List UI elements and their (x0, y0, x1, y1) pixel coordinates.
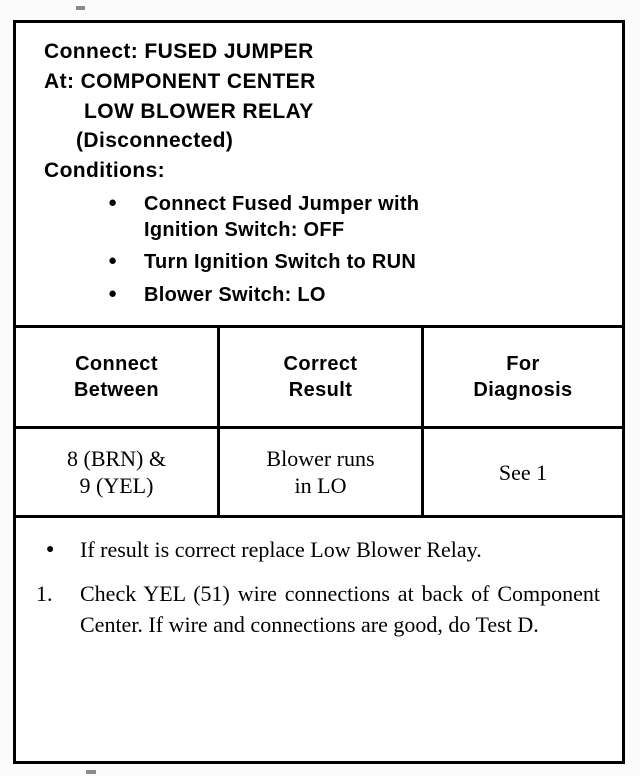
conditions-label: Conditions: (44, 159, 166, 183)
component-name-line: LOW BLOWER RELAY (84, 99, 314, 123)
column-header-for-diagnosis (424, 328, 622, 426)
cell-correct-result (220, 429, 424, 515)
note-bullet (32, 534, 600, 565)
column-header-line2: Result (288, 379, 353, 402)
condition-text: Blower Switch: LO (144, 283, 326, 306)
bullet-icon: ● (108, 252, 118, 270)
cell-line2: 9 (YEL) (79, 473, 154, 499)
note-text: If result is correct replace Low Blower Relay. (80, 537, 482, 563)
scan-speck (86, 770, 96, 774)
note-text: Check YEL (51) wire connections at back of Component Center. If wire and connections are good, do Test D. (80, 580, 600, 637)
column-header-line1: Correct (283, 353, 358, 376)
column-header-line1: For (506, 353, 540, 376)
connect-line: Connect: FUSED JUMPER (44, 40, 314, 63)
bullet-icon: ● (108, 284, 118, 302)
note-numbered (32, 578, 600, 640)
conditions-list (16, 192, 622, 308)
at-line: At: COMPONENT CENTER (44, 69, 316, 93)
condition-item (16, 192, 622, 243)
condition-subtext: Ignition Switch: OFF (144, 218, 345, 241)
diagnostic-test-table (13, 20, 625, 764)
note-number: 1. (36, 580, 53, 606)
column-header-correct-result (220, 328, 424, 426)
cell-line1: Blower runs (266, 445, 375, 471)
scan-speck (76, 6, 85, 10)
notes-block (16, 518, 622, 660)
condition-text: Turn Ignition Switch to RUN (144, 251, 417, 274)
cell-connect-between (16, 429, 220, 515)
test-header-block (16, 23, 622, 328)
column-header-line2: Between (73, 379, 160, 402)
cell-line2: in LO (294, 473, 347, 499)
column-header-line1: Connect (75, 353, 158, 376)
bullet-icon: ● (108, 194, 118, 212)
cell-line1: 8 (BRN) & (67, 445, 166, 471)
condition-item (16, 250, 622, 276)
column-header-line2: Diagnosis (473, 379, 573, 402)
cell-for-diagnosis: See 1 (498, 459, 548, 485)
table-header-row (16, 328, 622, 429)
condition-text: Connect Fused Jumper with (144, 193, 420, 216)
disconnected-note-line: (Disconnected) (76, 129, 234, 153)
column-header-connect-between (16, 328, 220, 426)
condition-item (16, 283, 622, 309)
table-row (16, 429, 622, 518)
bullet-icon: ● (46, 540, 55, 557)
